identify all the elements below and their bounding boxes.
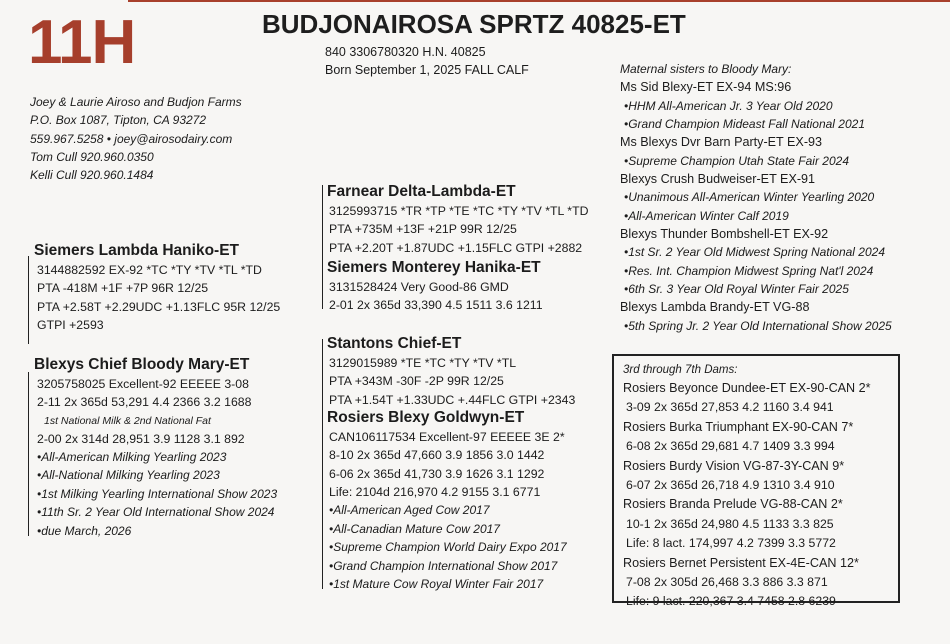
sister-honor: •Unanimous All-American Winter Yearling 2020	[624, 190, 875, 205]
dam-name: Rosiers Bernet Persistent EX-4E-CAN 12*	[623, 555, 859, 570]
dam-record: 3-09 2x 365d 27,853 4.2 1160 3.4 941	[626, 400, 834, 415]
dam-record: 6-07 2x 365d 26,718 4.9 1310 3.4 910	[626, 478, 835, 493]
sister-honor: •6th Sr. 3 Year Old Royal Winter Fair 2025	[624, 282, 849, 297]
dam-sire-name: Stantons Chief-ET	[327, 335, 462, 352]
dam-dam-line: CAN106117534 Excellent-97 EEEEE 3E 2*	[329, 430, 565, 444]
dam-record: 6-08 2x 365d 29,681 4.7 1409 3.3 994	[626, 439, 835, 454]
sire-line: GTPI +2593	[37, 317, 104, 332]
sire-side-bracket	[322, 185, 323, 309]
dam-dam-name: Rosiers Blexy Goldwyn-ET	[327, 409, 525, 426]
maternal-sisters	[620, 60, 892, 335]
dam-line: 3205758025 Excellent-92 EEEEE 3-08	[37, 377, 249, 391]
dam-line: 2-11 2x 365d 53,291 4.4 2366 3.2 1688	[37, 395, 252, 410]
dams-heading: 3rd through 7th Dams:	[623, 364, 738, 376]
dam-record: Life: 8 lact. 174,997 4.2 7399 3.3 5772	[626, 536, 836, 551]
sister-honor: •Res. Int. Champion Midwest Spring Nat'l 2024	[624, 263, 874, 278]
sire-dam-line: 2-01 2x 365d 33,390 4.5 1511 3.6 1211	[329, 298, 543, 313]
dam-sire-line: PTA +1.54T +1.33UDC +.44FLC GTPI +2343	[329, 392, 576, 407]
dam-honor: •All-National Milking Yearling 2023	[37, 468, 220, 483]
sire-dam-name: Siemers Monterey Hanika-ET	[327, 259, 541, 276]
dam-dam-line: 6-06 2x 365d 41,730 3.9 1626 3.1 1292	[329, 466, 545, 481]
birth-line: Born September 1, 2025 FALL CALF	[325, 63, 529, 77]
sister-honor: •All-American Winter Calf 2019	[624, 208, 789, 223]
dam-name: Rosiers Beyonce Dundee-ET EX-90-CAN 2*	[623, 381, 871, 395]
dam-dam-honor: •All-American Aged Cow 2017	[329, 503, 490, 518]
dam-sire-line: PTA +343M -30F -2P 99R 12/25	[329, 374, 504, 389]
dam-line: 2-00 2x 314d 28,951 3.9 1128 3.1 892	[37, 431, 245, 446]
dam-dam-line: 8-10 2x 365d 47,660 3.9 1856 3.0 1442	[329, 448, 545, 463]
dams-box	[612, 354, 900, 609]
consignor-info	[30, 93, 242, 184]
consignor-line: Tom Cull 920.960.0350	[30, 149, 154, 164]
header-rule	[128, 0, 950, 2]
sire-block	[34, 241, 280, 334]
sister-name: Ms Blexys Dvr Barn Party-ET EX-93	[620, 135, 823, 150]
dam-dam-line: Life: 2104d 216,970 4.2 9155 3.1 6771	[329, 484, 541, 499]
sire-bracket	[28, 256, 29, 344]
dam-note: 1st National Milk & 2nd National Fat	[44, 414, 211, 427]
sire-dam-block	[327, 258, 543, 315]
dam-dam-honor: •1st Mature Cow Royal Winter Fair 2017	[329, 577, 544, 592]
sire-sire-line: PTA +2.20T +1.87UDC +1.15FLC GTPI +2882	[329, 240, 583, 255]
dam-sire-line: 3129015989 *TE *TC *TY *TV *TL	[329, 356, 517, 370]
sire-sire-name: Farnear Delta-Lambda-ET	[327, 183, 516, 200]
dam-name: Rosiers Burdy Vision VG-87-3Y-CAN 9*	[623, 458, 845, 473]
sister-name: Blexys Thunder Bombshell-ET EX-92	[620, 226, 829, 241]
sister-honor: •Grand Champion Mideast Fall National 2021	[624, 116, 865, 131]
dam-side-bracket	[322, 339, 323, 589]
dam-honor: •1st Milking Yearling International Show 2023	[37, 486, 278, 501]
sire-name: Siemers Lambda Haniko-ET	[34, 242, 240, 259]
dam-honor: •due March, 2026	[37, 523, 132, 538]
sire-line: PTA +2.58T +2.29UDC +1.13FLC 95R 12/25	[37, 299, 281, 314]
dam-record: 10-1 2x 365d 24,980 4.5 1133 3.3 825	[626, 516, 834, 531]
sister-name: Blexys Lambda Brandy-ET VG-88	[620, 300, 810, 315]
dam-block	[34, 355, 277, 540]
dam-sire-block	[327, 334, 575, 409]
dam-honor: •11th Sr. 2 Year Old International Show 2024	[37, 505, 275, 520]
lot-number: 11H	[28, 8, 136, 77]
dam-name: Rosiers Branda Prelude VG-88-CAN 2*	[623, 497, 843, 512]
consignor-line: Kelli Cull 920.960.1484	[30, 168, 154, 183]
consignor-line: 559.967.5258 • joey@airosodairy.com	[30, 131, 233, 146]
animal-name: BUDJONAIROSA SPRTZ 40825-ET	[262, 9, 686, 39]
maternal-heading: Maternal sisters to Bloody Mary:	[620, 62, 792, 76]
sire-line: 3144882592 EX-92 *TC *TY *TV *TL *TD	[37, 263, 262, 277]
dam-bracket	[28, 372, 29, 536]
registration-line: 840 3306780320 H.N. 40825	[325, 45, 486, 59]
sire-line: PTA -418M +1F +7P 96R 12/25	[37, 281, 209, 296]
sire-sire-line: PTA +735M +13F +21P 99R 12/25	[329, 222, 517, 237]
consignor-line: Joey & Laurie Airoso and Budjon Farms	[30, 95, 242, 109]
sister-name: Ms Sid Blexy-ET EX-94 MS:96	[620, 80, 792, 94]
consignor-line: P.O. Box 1087, Tipton, CA 93272	[30, 113, 207, 128]
dam-honor: •All-American Milking Yearling 2023	[37, 449, 227, 464]
sire-sire-block	[327, 182, 588, 257]
dam-dam-block	[327, 408, 567, 594]
sister-honor: •5th Spring Jr. 2 Year Old International Show 2025	[624, 318, 892, 333]
dam-name: Blexys Chief Bloody Mary-ET	[34, 356, 250, 373]
dam-record: Life: 9 lact. 220,367 3.4 7458 2.8 6239	[626, 594, 836, 609]
dam-dam-honor: •All-Canadian Mature Cow 2017	[329, 521, 500, 536]
sister-honor: •Supreme Champion Utah State Fair 2024	[624, 153, 849, 168]
sire-sire-line: 3125993715 *TR *TP *TE *TC *TY *TV *TL *TD	[329, 204, 589, 218]
dam-dam-honor: •Grand Champion International Show 2017	[329, 558, 558, 573]
sister-name: Blexys Crush Budweiser-ET EX-91	[620, 171, 816, 186]
dam-name: Rosiers Burka Triumphant EX-90-CAN 7*	[623, 419, 854, 434]
sister-honor: •HHM All-American Jr. 3 Year Old 2020	[624, 98, 833, 113]
sister-honor: •1st Sr. 2 Year Old Midwest Spring National 2024	[624, 245, 886, 260]
sire-dam-line: 3131528424 Very Good-86 GMD	[329, 280, 509, 294]
dam-dam-honor: •Supreme Champion World Dairy Expo 2017	[329, 540, 567, 555]
dam-record: 7-08 2x 305d 26,468 3.3 886 3.3 871	[626, 575, 828, 590]
